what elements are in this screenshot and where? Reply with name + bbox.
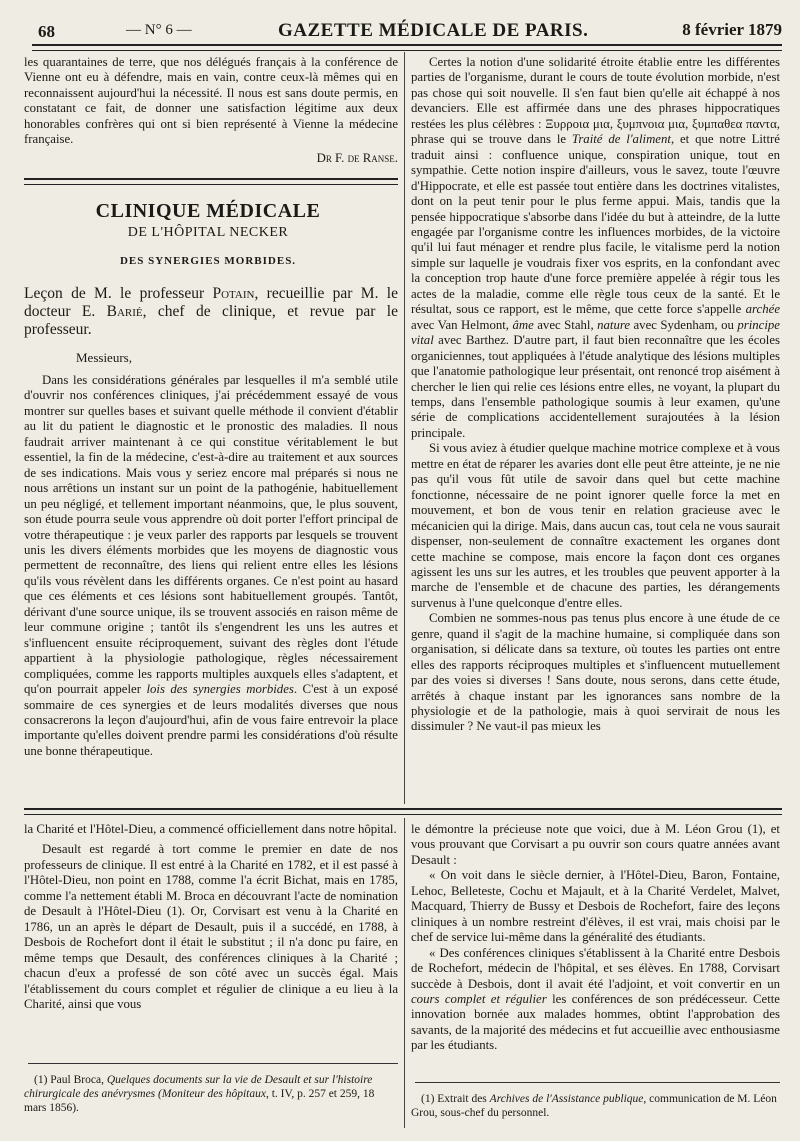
- bottom-left-paragraph-2: Desault est regardé à tort comme le premier en date de nos professeurs de clinique. Il est entré à la Charité en 1782, et il est passé à l'Hôtel-Dieu, non point en 1788, comme l'a écrit Bichat, mais en 1785, comme l'a nettement établi M. Broca en découvrant l'acte de nomination de Desault à l'Hôtel-Dieu (1). Or, Corvisart est venu à la Charité en 1786, un an après le départ de Desault, puis il a succédé, en 1788, à Desbois de Rochefort dont il était le substitut ; il n'a donc pu faire, en même temps que Desault, des conférences cliniques à la Charité ; chacun d'eux a professé de son côté avec un succès égal. Mais l'établissement du cours complet et régulier de clinique a eu lieu à la Charité, ainsi que vous: [24, 842, 398, 1011]
- left-top-block: [24, 55, 398, 166]
- journal-title: GAZETTE MÉDICALE DE PARIS.: [278, 20, 589, 41]
- footnote-right-italic: Archives de l'Assistance publique: [489, 1093, 644, 1105]
- right-body-paragraph-2: Si vous aviez à étudier quelque machine motrice complexe et à vous mettre en état de réparer les avaries dont elle peut être atteinte, je ne nie pas qu'il vous fût utile de savoir dans quel but cette machine fonctionne, nécessaire de ne point ignorer quelle force la met en mouvement, et bon de vous tenir en relation gracieuse avec le mécanicien qui la dirige. Mais, dans aucun cas, tout cela ne vous saurait dispenser, non-seulement de connaître exactement les organes dont cette machine se compose, mais encore la façon dont ces organes agissent les uns sur les autres, et les troubles que peuvent apporter à la marche de l'ensemble et de chacune des parties, les dérangements survenus à l'une quelconque d'entre elles.: [411, 441, 780, 610]
- professor-name: Potain: [212, 285, 255, 302]
- footnote-right-text-b: , communication de M. Léon Grou, sous-chef du personnel.: [411, 1093, 777, 1119]
- quote-paragraph-2: [411, 946, 780, 1054]
- left-body-text-a: Dans les considérations générales par lesquelles il m'a semblé utile d'ouvrir nos conférences cliniques, j'ai précédemment essayé de vous montrer sur quelles bases et suivant quelle méthode il convient d'établir au lit du patient le diagnostic et le pronostic des maladies. Il nous faudrait arriver maintenant à ce qui constitue véritablement le but essentiel, la fin de la médecine, c'est-à-dire au traitement et aux sources de ses indications. Mais vous y seriez encore mal préparés si nous ne nous arrêtions un instant sur un point de la pathogénie, habituellement un peu négligé, et tellement important néanmoins, que, le plus souvent, son étude pourra seule vous apprendre où doit porter l'effort principal de votre thérapeutique : je veux parler des rapports par lesquels se trouvent unis les divers éléments morbides que les moyens de diagnostic vous permettent de reconnaître, des liens qui relient entre elles les lésions qu'ils vous révèlent dans les différents organes. Ce n'est point au hasard que ces éléments et ces lésions sont habituellement groupés. Tantôt, dérivant d'une source unique, ils se trouvent associés en raison même de leur commune origine ; tantôt ils s'engendrent les uns les autres et s'influencent ensuite réciproquement, suivant des règles dont l'étude appartient à la physiologie pathologique, règles nécessairement compliquées, comme les rapports multiples auxquels elles s'adaptent, et qu'on pourrait appeler: [24, 373, 398, 697]
- footnote-left-author: (1) Paul Broca,: [34, 1074, 107, 1086]
- issue-number: — N° 6 —: [126, 22, 192, 38]
- right-body-paragraph-1: [411, 55, 780, 441]
- footnote-right: [411, 1092, 780, 1120]
- section-rule: [24, 178, 398, 185]
- signature-name: de Ranse.: [347, 150, 398, 165]
- bottom-left-body: [24, 822, 398, 1012]
- italic-ame: âme: [512, 317, 534, 332]
- section-topic: DES SYNERGIES MORBIDES.: [119, 255, 297, 267]
- left-body: [24, 373, 398, 759]
- section-heading: [18, 198, 398, 267]
- byline-text-2: , recueillie par M. le docteur E.: [24, 285, 398, 320]
- footnote-left: [24, 1073, 398, 1115]
- italic-principe: principe vital: [411, 317, 780, 348]
- quote2-text-b: les conférences de son prédécesseur. Cette innovation bornée aux malades hommes, obtint l'approbation des savants, de la majorité des médecins et fut accueillie avec enthousiasme par les étudiants.: [411, 991, 780, 1053]
- right-text-d: avec Van Helmont,: [411, 317, 513, 332]
- left-body-italic: lois des synergies morbides: [146, 682, 294, 697]
- italic-archee: archée: [745, 302, 780, 317]
- right-text-f: avec Sydenham, ou: [630, 317, 738, 332]
- page-header: [30, 18, 782, 44]
- footnote-rule-left: [28, 1063, 398, 1064]
- right-text-c: , et que notre Littré traduit ainsi : confluence unique, conspiration unique, tout en sympathie. Cette notion inspire d'ailleurs, vous le savez, toute l'œuvre d'Hippocrate, et elle est passée tout entière dans les doctrines vitalistes, dont on la peut tenir pour le plus ferme appui. Mais, tandis que la pensée hippocratique s'absorbe dans l'idée du but à atteindre, de la lutte engagée par l'organisme contre les influences morbides, de la victoire qu'il lui faut ménager et rendre plus facile, le vitalisme perd la notion simple sur laquelle je voudrais fixer vos esprits, en la confondant avec la conception trop haute d'une force première appelée à régir tous les actes de la maladie, comme elle règle tous ceux de la santé. Et le résultat, sous ce rapport, est le même, que cette force s'appelle: [411, 132, 780, 317]
- italic-nature: nature: [597, 317, 631, 332]
- right-body-paragraph-3: Combien ne sommes-nous pas tenus plus encore à une étude de ce genre, quand il s'agit de la machine humaine, si compliquée dans son organisation, si délicate dans sa texture, où toutes les parties ont entre elles des rapports réciproques multiples et s'influencent mutuellement par des voies si diverses ! Sans doute, nous serons, dans cette étude, arrêtés à chaque instant par les ignorances sans nombre de la physiologie et de la pathologie, mais à quoi servirait de nous les dissimuler ? Ne vaut-il pas mieux les: [411, 611, 780, 734]
- right-text-b: , phrase qui se trouve dans le: [411, 116, 780, 147]
- issue-date: 8 février 1879: [682, 20, 782, 39]
- footnote-left-rest: , t. IV, p. 257 et 259, 18 mars 1856).: [24, 1088, 375, 1114]
- intro-paragraph: les quarantaines de terre, que nos délégués français à la conférence de Vienne ont eu à défendre, mais en vain, contre ceux-là mêmes qui en reconnaissent aujourd'hui la nécessité. Il nous est sans doute permis, en constatant ce fait, de donner une satisfaction légitime aux deux honorables confrères qui ont si bien représenté à Vienne la médecine française.: [24, 55, 398, 147]
- salutation: Messieurs,: [76, 350, 132, 365]
- lecture-byline: [24, 285, 398, 339]
- column-divider-bottom: [404, 818, 405, 1128]
- quote2-text-a: « Des conférences cliniques s'établissent à la Charité entre Desbois de Rochefort, médecin de l'hôpital, et ses élèves. En 1788, Corvisart succède à Desbois, dont il avait été l'adjoint, et voit convertir en un: [411, 945, 780, 991]
- bottom-right-paragraph-1: le démontre la précieuse note que voici, due à M. Léon Grou (1), et vous prouvant que Corvisart a pu ouvrir son cours quatre années avant Desault :: [411, 822, 780, 867]
- header-rule: [32, 44, 782, 51]
- byline-text-3: , chef de clinique, et revue par le professeur.: [24, 303, 398, 338]
- clinic-chief-name: Barié: [106, 303, 143, 320]
- left-body-paragraph: [24, 373, 398, 759]
- quote-paragraph-1: « On voit dans le siècle dernier, à l'Hôtel-Dieu, Baron, Fontaine, Lehoc, Belleteste, Cochu et Majault, et à la Charité Verdelet, Malvet, Macquard, Thierry de Bussy et Desbois de Rochefort, faire des leçons cliniques à un nombre restreint d'élèves, il est vrai, mais choisi par le chef de service lui-même dans la généralité des étudiants.: [411, 868, 780, 945]
- footnote-rule-right: [415, 1082, 780, 1083]
- left-body-text-b: . C'est à un exposé sommaire de ces synergies et de leurs modalités diverses que nous consacrerons la leçon d'aujourd'hui, afin de vous faire entrevoir la place importante qu'elles doivent prendre parmi les considérations d'où résulte une bonne thérapeutique.: [24, 682, 398, 758]
- quote2-italic: cours complet et régulier: [411, 991, 547, 1006]
- footnote-left-italic: Quelques documents sur la vie de Desault et sur l'histoire chirurgicale des anévrysmes (Moniteur des hôpitaux: [24, 1074, 373, 1100]
- bottom-left-paragraph-1: la Charité et l'Hôtel-Dieu, a commencé officiellement dans notre hôpital.: [24, 822, 397, 836]
- page-number: 68: [38, 22, 55, 41]
- column-divider-top: [404, 52, 405, 804]
- byline-text-1: Leçon de M. le professeur: [24, 285, 213, 302]
- signature-prefix: Dr F.: [316, 150, 345, 165]
- right-body: [411, 55, 780, 735]
- signature: [24, 151, 398, 166]
- section-subtitle: DE L'HÔPITAL NECKER: [127, 225, 289, 240]
- right-text-a: Certes la notion d'une solidarité étroite établie entre les différentes parties de l'organisme, durant le cours de toute évolution morbide, n'est pas chose qui soit nouvelle. Il s'en faut bien qu'elle ait échappé à nos devanciers. Elle est affirmée dans une des phrases hippocratiques restées les plus célèbres :: [411, 55, 780, 131]
- right-text-e: avec Stahl,: [533, 317, 598, 332]
- italic-traite: Traité de l'aliment: [571, 132, 671, 147]
- section-title: CLINIQUE MÉDICALE: [95, 200, 321, 222]
- right-text-g: avec Barthez. D'autre part, il faut bien reconnaître que les écoles organiciennes, tout appliquées à l'étude analytique des lésions multiples que l'anatomie pathologique leur présentait, ont renoncé trop aisément à chercher le lien qui relie ces lésions entre elles, ne voyant, la plupart du temps, dans l'ensemble pathologique soumis à leur examen, qu'une série de complications accidentellement surajoutées à la lésion principale.: [411, 333, 780, 440]
- greek-phrase: Ξυρροια μια, ξυμπνοια μια, ξυμπαθεα παντα: [545, 116, 777, 131]
- footnote-right-text-a: (1) Extrait des: [421, 1093, 490, 1105]
- bottom-section-rule: [24, 808, 782, 815]
- bottom-right-body: [411, 822, 780, 1054]
